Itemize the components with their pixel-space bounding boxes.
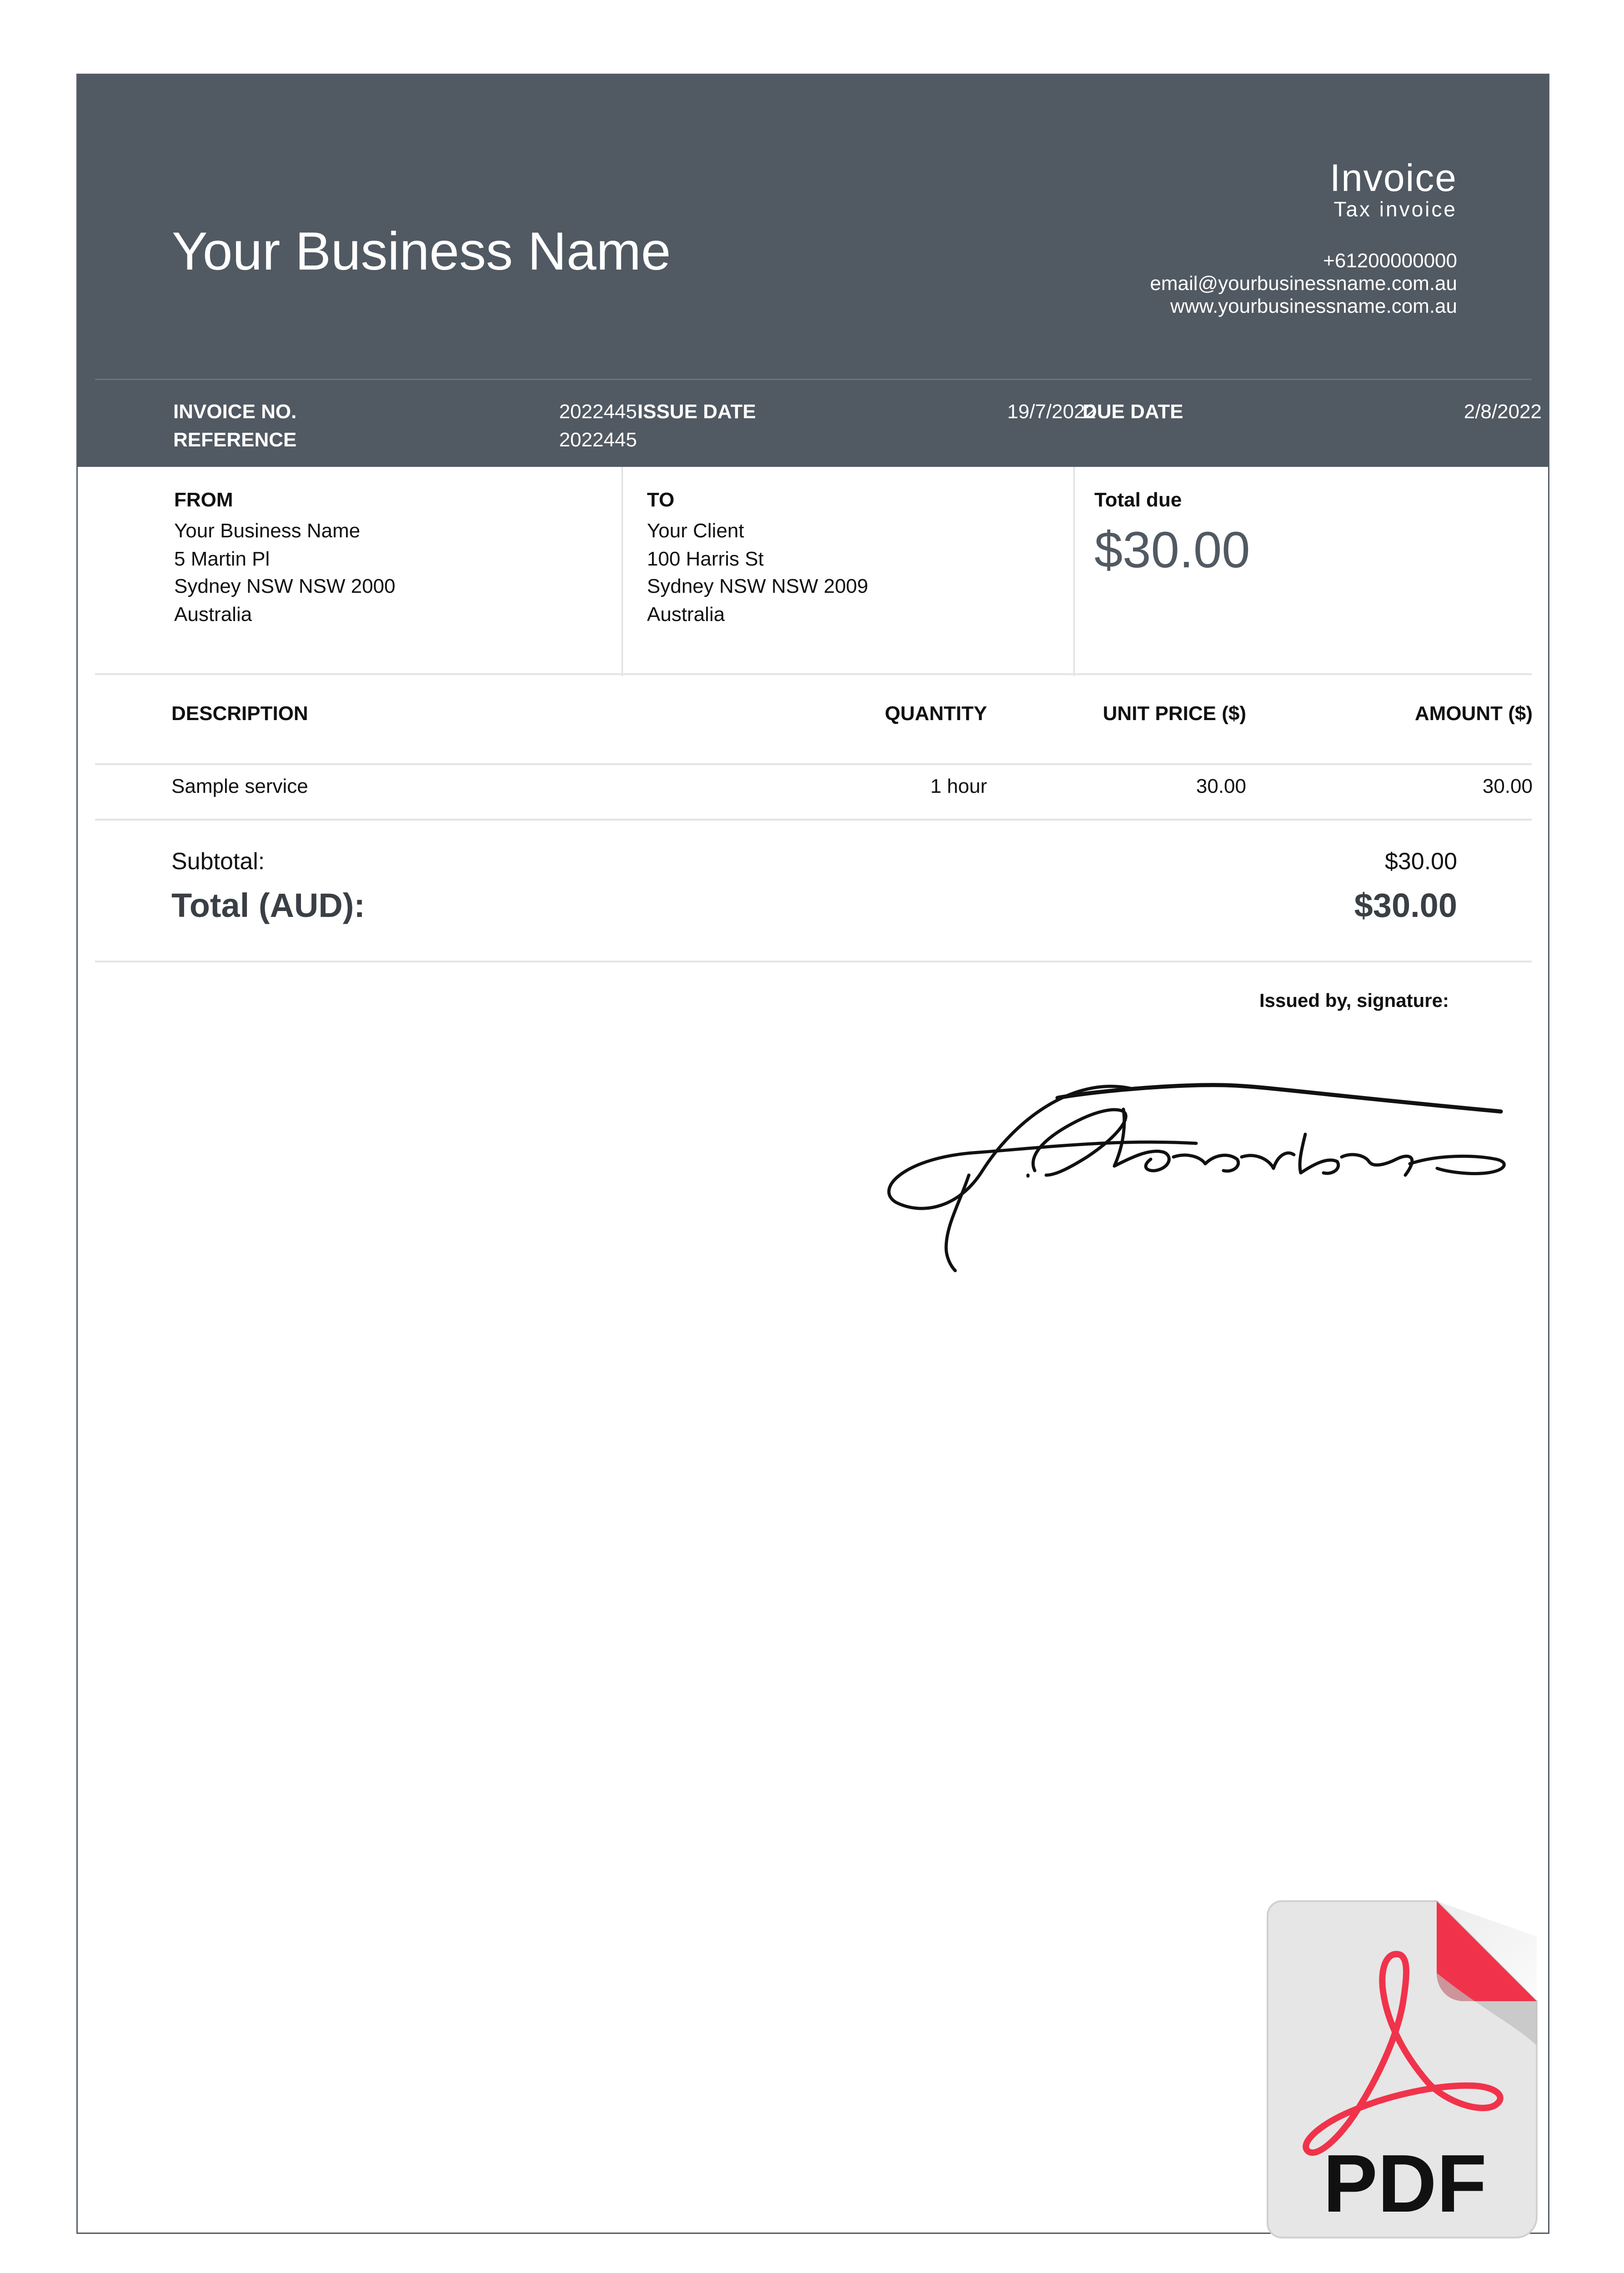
business-name-title: Your Business Name: [172, 221, 671, 281]
business-website: www.yourbusinessname.com.au: [1170, 295, 1457, 317]
from-line: 5 Martin Pl: [174, 548, 270, 570]
invoice-number-value: 2022445: [559, 401, 637, 423]
subtotal-label: Subtotal:: [171, 848, 265, 875]
to-heading: TO: [647, 489, 675, 511]
row-amount: 30.00: [1482, 775, 1533, 797]
pdf-file-icon: [1264, 1896, 1546, 2241]
table-header-divider: [95, 763, 1532, 765]
from-line: Australia: [174, 603, 252, 626]
total-value: $30.00: [1354, 886, 1457, 924]
issue-date-value: 19/7/2022: [1007, 401, 1096, 423]
row-quantity: 1 hour: [930, 775, 987, 797]
handwritten-signature: [878, 1066, 1537, 1280]
reference-value: 2022445: [559, 429, 637, 451]
issued-by-label: Issued by, signature:: [1259, 990, 1449, 1011]
pdf-badge-text: PDF: [1323, 2138, 1487, 2229]
invoice-number-label: INVOICE NO.: [173, 401, 297, 423]
from-line: Sydney NSW NSW 2000: [174, 575, 396, 597]
invoice-subtitle: Tax invoice: [1333, 197, 1457, 221]
to-line: Your Client: [647, 520, 744, 542]
totals-divider: [95, 961, 1532, 962]
from-line: Your Business Name: [174, 520, 361, 542]
party-divider-left: [622, 467, 623, 676]
business-phone: +61200000000: [1323, 250, 1457, 272]
invoice-header: [78, 75, 1548, 467]
unit-price-column-header: UNIT PRICE ($): [1103, 702, 1246, 725]
business-email: email@yourbusinessname.com.au: [1150, 272, 1457, 295]
to-line: 100 Harris St: [647, 548, 764, 570]
to-line: Australia: [647, 603, 725, 626]
section-divider: [95, 673, 1532, 675]
invoice-title: Invoice: [1329, 156, 1457, 199]
due-date-label: DUE DATE: [1083, 401, 1183, 423]
reference-label: REFERENCE: [173, 429, 297, 451]
description-column-header: DESCRIPTION: [171, 702, 308, 725]
to-line: Sydney NSW NSW 2009: [647, 575, 868, 597]
total-due-amount: $30.00: [1094, 521, 1250, 578]
subtotal-value: $30.00: [1384, 848, 1457, 875]
issue-date-label: ISSUE DATE: [637, 401, 756, 423]
from-heading: FROM: [174, 489, 233, 511]
row-unit-price: 30.00: [1196, 775, 1246, 797]
amount-column-header: AMOUNT ($): [1414, 702, 1533, 725]
party-divider-right: [1073, 467, 1075, 676]
quantity-column-header: QUANTITY: [885, 702, 987, 725]
due-date-value: 2/8/2022: [1464, 401, 1542, 423]
total-label: Total (AUD):: [171, 886, 366, 924]
row-description: Sample service: [171, 775, 308, 797]
total-due-label: Total due: [1094, 489, 1182, 511]
table-row-divider: [95, 819, 1532, 821]
header-divider: [95, 379, 1532, 380]
